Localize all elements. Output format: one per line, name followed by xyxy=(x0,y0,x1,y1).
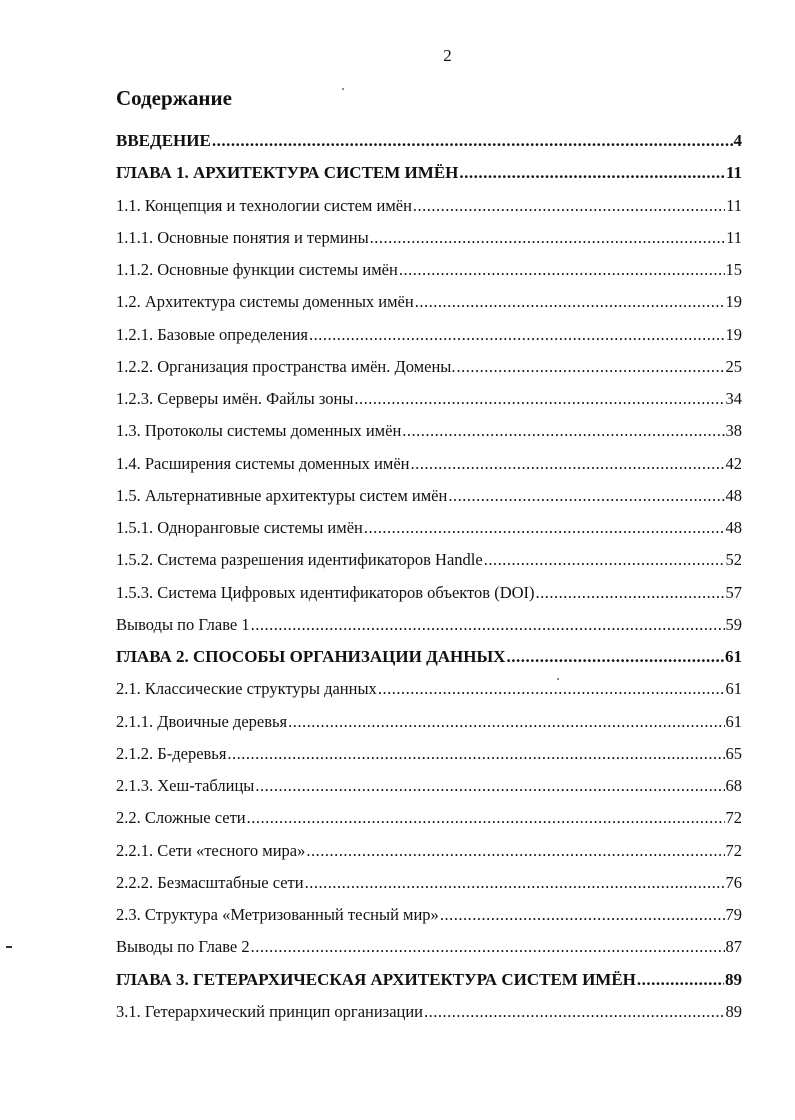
dot-leader xyxy=(378,673,725,705)
dot-leader xyxy=(637,964,724,996)
toc-entry-page: 4 xyxy=(733,131,742,150)
toc-entry-page: 68 xyxy=(725,776,742,795)
toc-entry-title: 1.3. Протоколы системы доменных имён xyxy=(116,421,402,441)
table-of-contents xyxy=(116,125,742,1028)
toc-entry-page: 65 xyxy=(725,743,742,763)
toc-entry-page: 61 xyxy=(725,711,742,731)
toc-entry xyxy=(116,802,742,834)
toc-entry-title: ГЛАВА 1. АРХИТЕКТУРА СИСТЕМ ИМЁН xyxy=(116,163,459,183)
toc-entry-page: 89 xyxy=(725,969,742,989)
toc-chapter-entry xyxy=(116,125,742,157)
toc-entry-page: 25 xyxy=(725,356,742,376)
toc-entry xyxy=(116,899,742,931)
toc-entry-title: 2.2.1. Сети «тесного мира» xyxy=(116,840,306,860)
dot-leader xyxy=(399,254,725,286)
scan-speck xyxy=(557,678,559,680)
toc-entry xyxy=(116,319,742,351)
toc-entry xyxy=(116,867,742,899)
toc-entry-title: 1.1.1. Основные понятия и термины xyxy=(116,227,369,247)
toc-entry-title: 1.2.3. Серверы имён. Файлы зоны xyxy=(116,389,354,408)
toc-entry-title: 2.3. Структура «Метризованный тесный мир» xyxy=(116,905,439,924)
toc-entry-title: 1.4. Расширения системы доменных имён xyxy=(116,453,410,473)
toc-entry-title: 1.5. Альтернативные архитектуры систем имён xyxy=(116,485,448,505)
toc-chapter-entry xyxy=(116,964,742,996)
toc-entry xyxy=(116,609,742,641)
toc-entry-page: 72 xyxy=(725,840,742,860)
dot-leader xyxy=(251,931,725,963)
toc-entry xyxy=(116,770,742,802)
dot-leader xyxy=(536,577,725,609)
margin-mark xyxy=(6,946,12,948)
dot-leader xyxy=(413,190,725,222)
dot-leader xyxy=(354,383,724,415)
toc-entry xyxy=(116,190,742,222)
dot-leader xyxy=(484,544,725,576)
toc-title: Содержание xyxy=(116,86,232,110)
dot-leader xyxy=(364,512,725,544)
toc-entry-page: 11 xyxy=(726,227,742,247)
toc-entry-title: 1.2.2. Организация пространства имён. Домены. xyxy=(116,356,456,376)
toc-entry xyxy=(116,577,742,609)
dot-leader xyxy=(227,738,724,770)
toc-entry-title: 2.2.2. Безмасштабные сети xyxy=(116,872,304,892)
toc-entry xyxy=(116,383,742,415)
toc-entry-page: 19 xyxy=(725,292,742,312)
toc-entry-page: 61 xyxy=(725,647,742,666)
toc-entry-page: 59 xyxy=(725,614,742,634)
toc-entry-title: 2.1.1. Двоичные деревья xyxy=(116,711,288,731)
toc-entry-page: 11 xyxy=(725,163,742,183)
toc-entry-page: 87 xyxy=(725,937,742,957)
toc-entry-title: 2.2. Сложные сети xyxy=(116,808,246,828)
dot-leader xyxy=(370,222,725,254)
dot-leader xyxy=(411,448,725,480)
dot-leader xyxy=(506,641,724,673)
toc-entry-title: 1.1. Концепция и технологии систем имён xyxy=(116,195,412,215)
toc-entry-title: Выводы по Главе 1 xyxy=(116,614,250,634)
dot-leader xyxy=(424,996,724,1028)
toc-entry xyxy=(116,996,742,1028)
toc-entry-title: 2.1. Классические структуры данных xyxy=(116,679,377,699)
toc-entry xyxy=(116,673,742,705)
toc-entry-title: 1.2.1. Базовые определения xyxy=(116,324,309,344)
toc-entry xyxy=(116,544,742,576)
toc-entry-title: ГЛАВА 2. СПОСОБЫ ОРГАНИЗАЦИИ ДАННЫХ xyxy=(116,647,506,666)
toc-entry-page: 48 xyxy=(725,485,742,505)
toc-entry-page: 52 xyxy=(725,550,742,570)
toc-entry-page: 48 xyxy=(725,518,742,537)
dot-leader xyxy=(457,351,725,383)
dot-leader xyxy=(448,480,724,512)
toc-entry-page: 89 xyxy=(725,1001,742,1021)
toc-entry-title: 2.1.3. Хеш-таблицы xyxy=(116,776,255,795)
toc-entry xyxy=(116,254,742,286)
toc-entry-page: 34 xyxy=(725,389,742,408)
toc-entry-page: 76 xyxy=(725,872,742,892)
dot-leader xyxy=(440,899,725,931)
toc-entry-title: 2.1.2. Б-деревья xyxy=(116,743,227,763)
toc-entry-page: 61 xyxy=(725,679,742,699)
toc-entry-page: 57 xyxy=(725,582,742,602)
toc-entry-page: 42 xyxy=(725,453,742,473)
toc-entry xyxy=(116,931,742,963)
toc-entry-page: 11 xyxy=(726,195,742,215)
toc-entry xyxy=(116,706,742,738)
dot-leader xyxy=(415,286,725,318)
dot-leader xyxy=(255,770,724,802)
dot-leader xyxy=(306,835,724,867)
toc-entry xyxy=(116,738,742,770)
dot-leader xyxy=(402,415,724,447)
toc-entry-page: 79 xyxy=(725,905,742,924)
toc-entry xyxy=(116,415,742,447)
toc-entry-title: 3.1. Гетерархический принцип организации xyxy=(116,1001,424,1021)
toc-entry xyxy=(116,480,742,512)
page-number: 2 xyxy=(443,46,452,65)
toc-chapter-entry xyxy=(116,157,742,189)
toc-entry-title: 1.5.1. Одноранговые системы имён xyxy=(116,518,363,537)
toc-chapter-entry xyxy=(116,641,742,673)
dot-leader xyxy=(309,319,724,351)
dot-leader xyxy=(288,706,724,738)
toc-entry-title: ВВЕДЕНИЕ xyxy=(116,131,211,150)
dot-leader xyxy=(305,867,725,899)
dot-leader xyxy=(459,157,725,189)
toc-entry xyxy=(116,448,742,480)
toc-entry-title: ГЛАВА 3. ГЕТЕРАРХИЧЕСКАЯ АРХИТЕКТУРА СИСТЕМ ИМЁН xyxy=(116,969,636,989)
toc-entry-title: 1.5.3. Система Цифровых идентификаторов объектов (DOI) xyxy=(116,582,535,602)
toc-entry-title: 1.5.2. Система разрешения идентификаторов Handle xyxy=(116,550,483,570)
toc-entry xyxy=(116,286,742,318)
toc-entry xyxy=(116,512,742,544)
toc-entry xyxy=(116,222,742,254)
toc-entry-title: 1.2. Архитектура системы доменных имён xyxy=(116,292,414,312)
toc-entry-title: Выводы по Главе 2 xyxy=(116,937,250,957)
toc-entry-page: 15 xyxy=(725,260,742,279)
dot-leader xyxy=(247,802,725,834)
dot-leader xyxy=(212,125,733,157)
toc-entry xyxy=(116,835,742,867)
toc-entry-page: 38 xyxy=(725,421,742,441)
dot-leader xyxy=(251,609,725,641)
toc-entry-title: 1.1.2. Основные функции системы имён xyxy=(116,260,398,279)
toc-entry xyxy=(116,351,742,383)
toc-entry-page: 72 xyxy=(725,808,742,828)
toc-entry-page: 19 xyxy=(725,324,742,344)
scan-speck xyxy=(342,88,344,90)
